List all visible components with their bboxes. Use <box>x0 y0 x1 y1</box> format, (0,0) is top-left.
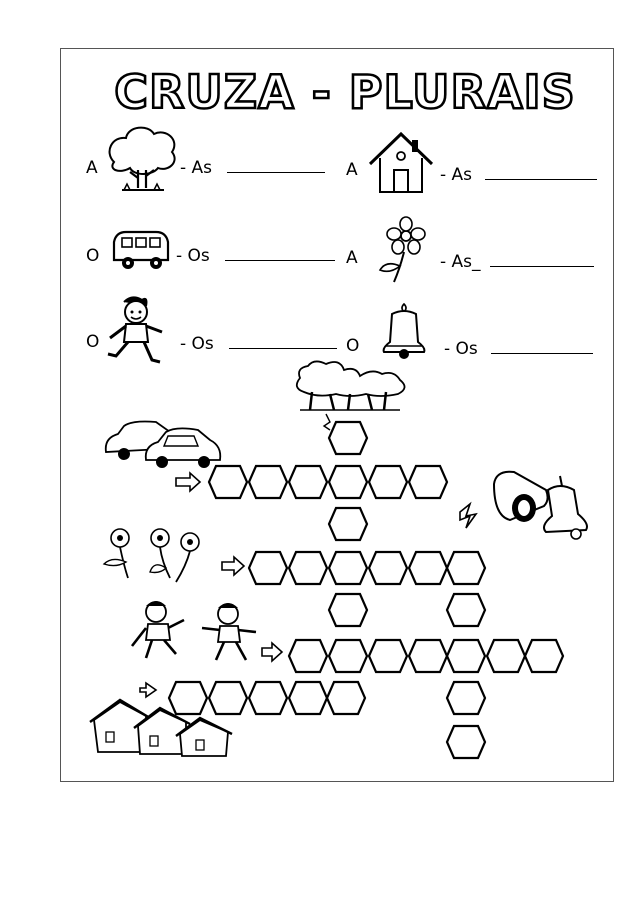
cars-icon <box>106 422 221 469</box>
crossword-cell[interactable] <box>447 552 485 584</box>
plural-article: - As <box>180 158 213 178</box>
article-a-house: A <box>346 160 358 180</box>
crossword-cell[interactable] <box>329 640 367 672</box>
crossword-cell[interactable] <box>369 552 407 584</box>
houses-icon <box>90 700 232 756</box>
crossword-cell[interactable] <box>329 422 367 454</box>
article-o-boy: O <box>86 332 100 352</box>
crossword-cell[interactable] <box>169 682 207 714</box>
crossword-cell[interactable] <box>327 682 365 714</box>
article-a-flower: A <box>346 248 358 268</box>
article-o-car: O <box>86 246 100 266</box>
crossword-cell[interactable] <box>447 594 485 626</box>
crossword-cell[interactable] <box>329 594 367 626</box>
crossword-cell[interactable] <box>289 466 327 498</box>
crossword-cell[interactable] <box>369 640 407 672</box>
crossword-cell[interactable] <box>409 466 447 498</box>
crossword-cell[interactable] <box>329 466 367 498</box>
plural-article: - Os <box>444 339 478 359</box>
crossword-cell[interactable] <box>289 552 327 584</box>
crossword-cell[interactable] <box>409 552 447 584</box>
flowers-icon <box>104 529 199 582</box>
crossword-cell[interactable] <box>249 682 287 714</box>
boys-icon <box>132 601 256 660</box>
crossword-cell[interactable] <box>289 640 327 672</box>
crossword-cell[interactable] <box>249 552 287 584</box>
crossword-cell[interactable] <box>369 466 407 498</box>
article-a-tree: A <box>86 158 98 178</box>
crossword-cell[interactable] <box>209 682 247 714</box>
plural-article: - As_ <box>440 252 481 272</box>
crossword-cell[interactable] <box>447 682 485 714</box>
crossword-cell[interactable] <box>249 466 287 498</box>
crossword-cell[interactable] <box>409 640 447 672</box>
crossword-cell[interactable] <box>329 508 367 540</box>
plural-article: - Os <box>180 334 214 354</box>
crossword-cell[interactable] <box>447 640 485 672</box>
trees-icon <box>297 361 405 430</box>
bells-icon <box>494 472 587 539</box>
title-text: CRUZA - PLURAIS <box>114 65 576 119</box>
plural-article: - Os <box>176 246 210 266</box>
crossword-cell[interactable] <box>525 640 563 672</box>
crossword-cell[interactable] <box>447 726 485 758</box>
crossword-cell[interactable] <box>487 640 525 672</box>
crossword-cell[interactable] <box>289 682 327 714</box>
plural-article: - As <box>440 165 473 185</box>
crossword-cell[interactable] <box>209 466 247 498</box>
crossword-cell[interactable] <box>329 552 367 584</box>
article-o-bell: O <box>346 336 360 356</box>
